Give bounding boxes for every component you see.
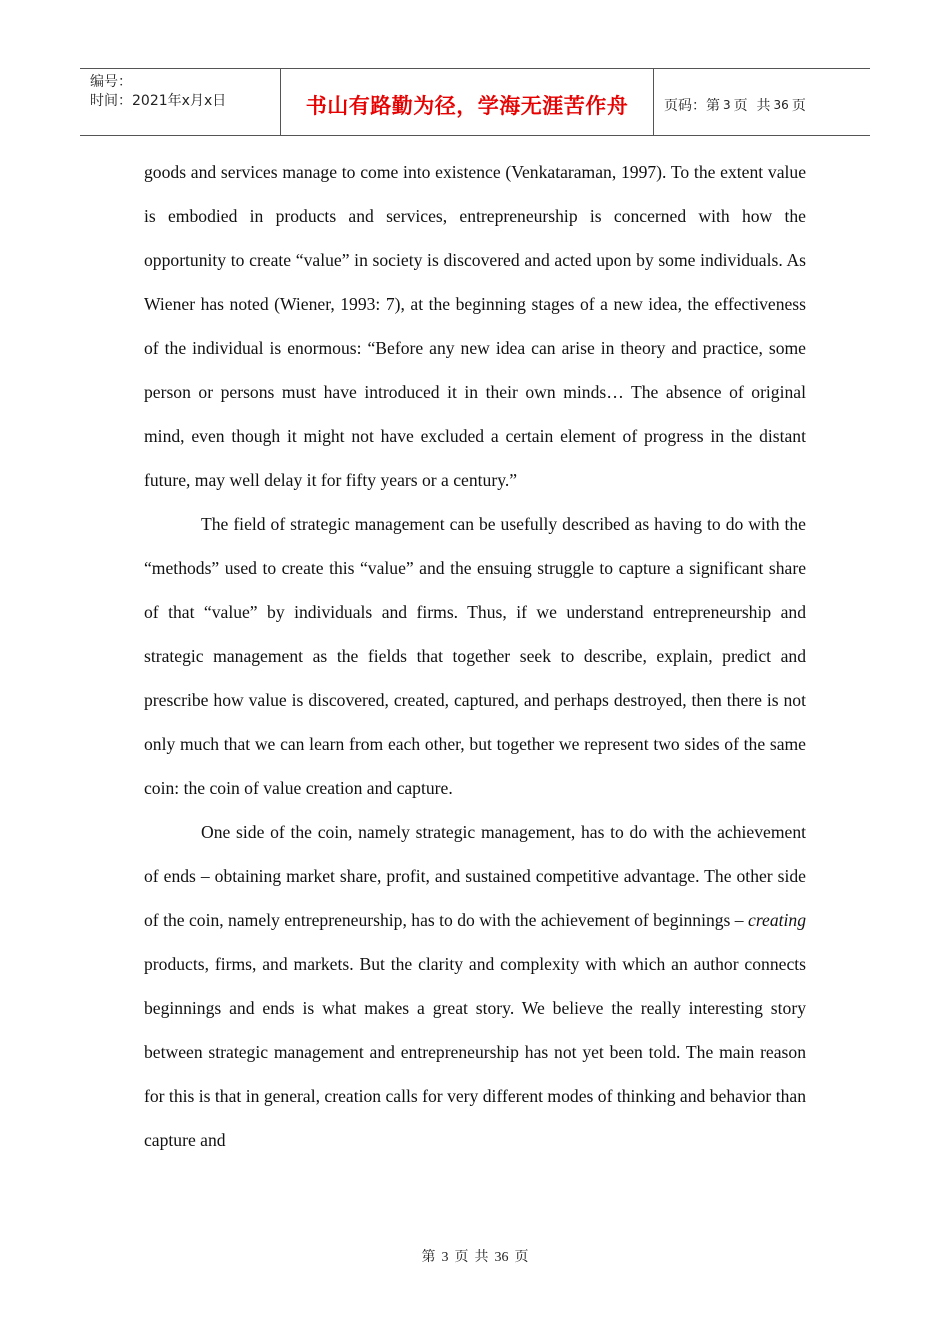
header-page-total: 36 xyxy=(773,98,789,112)
footer-total-label: 共 xyxy=(474,1250,489,1265)
header-page-total-label: 共 xyxy=(756,98,771,114)
header-page-current: 3 xyxy=(723,98,731,112)
date-label: 时间： xyxy=(90,93,132,109)
paragraph-strategic-management: The field of strategic management can be usefully described as having to do with the “methods” used to create this “value” and the ensuing struggle to capture a significant share of that “value” by individuals and firms. Thus, if we understand entrepreneurship and strategic management as the fields that together seek to describe, explain, predict and prescribe how value is discovered, created, captured, and perhaps destroyed, then there is not only much that we can learn from each other, but together we represent two sides of the same coin: the coin of value creation and capture. xyxy=(144,514,806,798)
footer-page-current: 3 xyxy=(441,1250,449,1265)
footer-page-unit: 页 xyxy=(454,1250,469,1265)
page-header xyxy=(80,68,870,136)
paragraph-text: products, firms, and markets. But the clarity and complexity with which an author connects beginnings and ends is what makes a great story. We believe the really interesting story between strategic management and entrepreneurship has not yet been told. The main reason for this is that in general, creation calls for very different modes of thinking and behavior than capture and xyxy=(144,954,806,1150)
document-body xyxy=(144,150,806,1162)
date-month: x xyxy=(181,93,190,109)
date-month-unit: 月 xyxy=(189,93,204,109)
header-page-unit: 页 xyxy=(733,98,748,114)
date-day-unit: 日 xyxy=(212,93,227,109)
document-number-label: 编号： xyxy=(90,74,132,90)
date-year-unit: 年 xyxy=(167,93,182,109)
footer-page-total: 36 xyxy=(494,1250,509,1265)
paragraph-continued: goods and services manage to come into existence (Venkataraman, 1997). To the extent value is embodied in products and services, entrepreneurship is concerned with how the opportunity to create “value” in society is discovered and acted upon by some individuals. As Wiener has noted (Wiener, 1993: 7), at the beginning stages of a new idea, the effectiveness of the individual is enormous: “Before any new idea can arise in theory and practice, some person or persons must have introduced it in their own minds… The absence of original mind, even though it might not have excluded a certain element of progress in the distant future, may well delay it for fifty years or a century.” xyxy=(144,162,806,490)
document-date xyxy=(90,92,280,111)
header-meta xyxy=(80,69,281,135)
footer-prefix: 第 xyxy=(421,1250,436,1265)
paragraph-coin-sides xyxy=(144,810,806,1162)
header-page-total-unit: 页 xyxy=(791,98,806,114)
header-page-info xyxy=(654,69,870,135)
italic-emphasis: creating xyxy=(748,910,806,930)
header-page-label: 页码：第 xyxy=(664,98,720,114)
paragraph-text: One side of the coin, namely strategic management, has to do with the achievement of ends – obtaining market share, profit, and sustained competitive advantage. The other side of the coin, namely entrepreneurship, has to do with the achievement of beginnings – xyxy=(144,822,806,930)
date-year: 2021 xyxy=(132,93,168,109)
page-footer xyxy=(0,1246,950,1266)
header-motto-cell xyxy=(281,69,654,135)
footer-total-unit: 页 xyxy=(514,1250,529,1265)
header-motto: 书山有路勤为径，学海无涯苦作舟 xyxy=(305,94,629,118)
date-day: x xyxy=(203,93,213,109)
